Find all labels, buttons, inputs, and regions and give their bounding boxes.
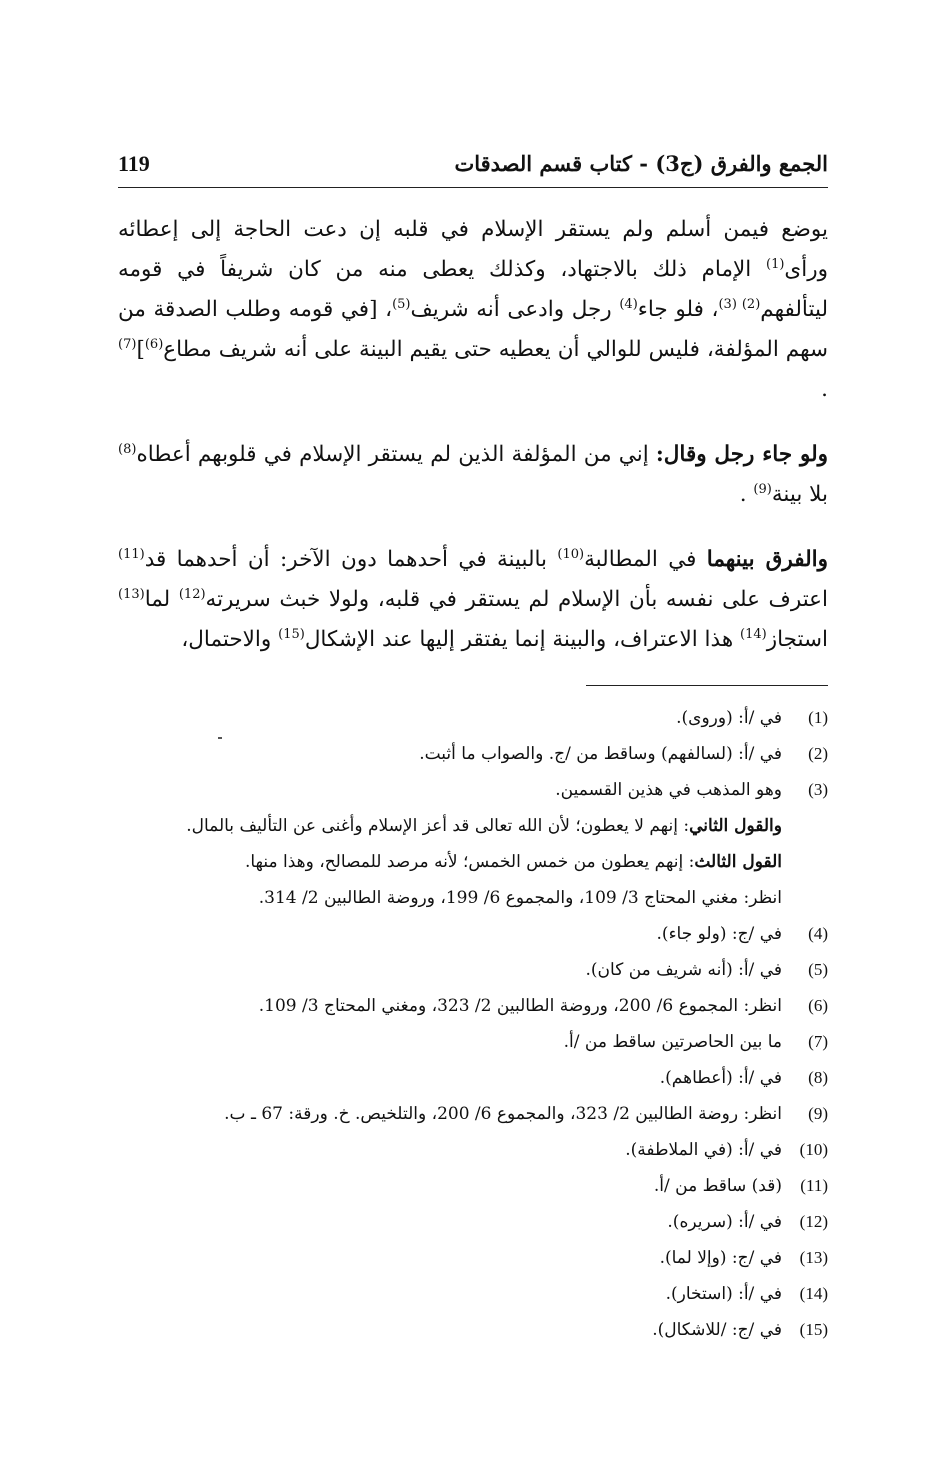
footnote-ref: (2) (3) bbox=[718, 296, 761, 312]
footnote-ref: (11) bbox=[118, 546, 145, 562]
footnote-text: في /أ: (في الملاطفة). bbox=[625, 1140, 782, 1160]
footnote bbox=[118, 916, 828, 952]
footnote-ref: (9) bbox=[753, 481, 772, 497]
running-title: الجمع والفرق (ج3) - كتاب قسم الصدقات bbox=[454, 151, 828, 176]
footnote-text: انظر: روضة الطالبين 2/ 323، والمجموع 6/ 200، والتلخيص. خ. ورقة: 67 ـ ب. bbox=[224, 1104, 782, 1124]
footnote-number: (10) bbox=[799, 1140, 828, 1159]
footnote-text: في /ج: /للاشكال). bbox=[652, 1320, 782, 1340]
footnote-ref: (15) bbox=[278, 626, 305, 642]
footnote-number: (12) bbox=[799, 1212, 828, 1231]
footnote-ref: (14) bbox=[740, 626, 767, 642]
footnote bbox=[118, 736, 828, 772]
footnote bbox=[118, 772, 828, 808]
footnote-ref: (7) bbox=[118, 336, 137, 352]
footnote-number: (4) bbox=[808, 924, 828, 943]
footnote bbox=[118, 1168, 828, 1204]
footnote-ref: (5) bbox=[392, 296, 411, 312]
footnote-continuation: والقول الثاني: إنهم لا يعطون؛ لأن الله تعالى قد أعز الإسلام وأغنى عن التأليف بالمال. bbox=[186, 816, 782, 836]
footnote bbox=[118, 1060, 828, 1096]
footnote-ref: (4) bbox=[619, 296, 638, 312]
footnote-text: في /أ: (سريره). bbox=[667, 1212, 782, 1232]
footnote-number: (15) bbox=[799, 1320, 828, 1339]
footnote-number: (5) bbox=[808, 960, 828, 979]
footnote-text: في /أ: (أنه شريف من كان). bbox=[585, 960, 782, 980]
footnote-number: (13) bbox=[799, 1248, 828, 1267]
page-header bbox=[118, 145, 828, 195]
footnote bbox=[118, 1276, 828, 1312]
footnote-ref: (1) bbox=[765, 256, 785, 272]
bold-lead: ولو جاء رجل وقال: bbox=[655, 442, 829, 467]
bold-lead: والفرق بينهما bbox=[706, 547, 828, 572]
paragraph-3: والفرق بينهما في المطالبة$^{(10)}$ بالبينة في أحدهما دون الآخر: أن أحدهما قد$^{(11)}$ اعترف على نفسه بأن الإسلام لم يستقر في قلبه، ولولا خبث سريرته$^{(12)}$ لما$^{(13)}$ استجاز$^{(14)}$ هذا الاعتراف، والبينة إنما يفتقر إليها عند الإشكال$^{(15)}$ والاحتمال، bbox=[118, 546, 828, 652]
footnote-text: في /أ: (استخار). bbox=[665, 1284, 782, 1304]
header-divider bbox=[118, 187, 828, 188]
footnote-number: (7) bbox=[808, 1032, 828, 1051]
footnote-number: (6) bbox=[808, 996, 828, 1015]
footnote-ref: (10) bbox=[557, 546, 585, 562]
footnote bbox=[118, 1240, 828, 1276]
footnote-text: ما بين الحاصرتين ساقط من /أ. bbox=[563, 1032, 782, 1052]
footnote bbox=[118, 1204, 828, 1240]
footnote-number: (1) bbox=[808, 708, 828, 727]
footnote-text: في /أ: (لسالفهم) وساقط من /ج. والصواب ما أثبت. bbox=[419, 744, 782, 764]
footnote bbox=[118, 952, 828, 988]
footnote bbox=[118, 700, 828, 736]
footnote-number: (9) bbox=[808, 1104, 828, 1123]
footnote-number: (3) bbox=[808, 780, 828, 799]
footnote-text: في /أ: (وروى). bbox=[676, 708, 782, 728]
footnote bbox=[118, 1312, 828, 1348]
footnote-number: (14) bbox=[799, 1284, 828, 1303]
footnote-text: في /ج: (ولو جاء). bbox=[656, 924, 782, 944]
stray-mark bbox=[218, 737, 222, 739]
footnote-text: وهو المذهب في هذين القسمين. bbox=[555, 780, 782, 800]
footnote bbox=[118, 988, 828, 1024]
footnote-number: (11) bbox=[800, 1176, 828, 1195]
footnote-text: في /أ: (أعطاهم). bbox=[659, 1068, 782, 1088]
footnote-ref: (13) bbox=[118, 586, 145, 602]
paragraph-1: يوضع فيمن أسلم ولم يستقر الإسلام في قلبه إن دعت الحاجة إلى إعطائه ورأى$^{(1)}$ الإمام ذلك بالاجتهاد، وكذلك يعطى منه من كان شريفاً في قومه ليتألفهم$^{(2) (3)}$، فلو جاء$^{(4)}$ رجل وادعى أنه شريف$^{(5)}$، [في قومه وطلب الصدقة من سهم المؤلفة، فليس للوالي أن يعطيه حتى يقيم البينة على أنه شريف مطاع$^{(6)}$]$^{(7)}$ . bbox=[118, 217, 828, 402]
footnote-ref: (6) bbox=[144, 336, 164, 352]
paragraph-2: ولو جاء رجل وقال: إني من المؤلفة الذين لم يستقر الإسلام في قلوبهم أعطاه$^{(8)}$ بلا بينة$^{(9)}$ . bbox=[118, 441, 829, 507]
footnote-text: (قد) ساقط من /أ. bbox=[653, 1176, 782, 1196]
footnote bbox=[118, 1024, 828, 1060]
footnote bbox=[118, 1096, 828, 1132]
footnotes bbox=[118, 700, 828, 1348]
footnote-number: (8) bbox=[808, 1068, 828, 1087]
page-number: 119 bbox=[118, 151, 150, 176]
footnote bbox=[118, 1132, 828, 1168]
footnote-continuation: القول الثالث: إنهم يعطون من خمس الخمس؛ لأنه مرصد للمصالح، وهذا منها. bbox=[244, 852, 782, 872]
footnote-divider bbox=[586, 685, 828, 686]
footnote-text: في /ج: (وإلا لما). bbox=[659, 1248, 782, 1268]
footnote-text: انظر: المجموع 6/ 200، وروضة الطالبين 2/ 323، ومغني المحتاج 3/ 109. bbox=[258, 996, 782, 1016]
footnote-ref: (12) bbox=[178, 586, 206, 602]
footnote-continuation: انظر: مغني المحتاج 3/ 109، والمجموع 6/ 199، وروضة الطالبين 2/ 314. bbox=[258, 888, 782, 908]
footnote-number: (2) bbox=[808, 744, 828, 763]
footnote-ref: (8) bbox=[118, 441, 137, 457]
